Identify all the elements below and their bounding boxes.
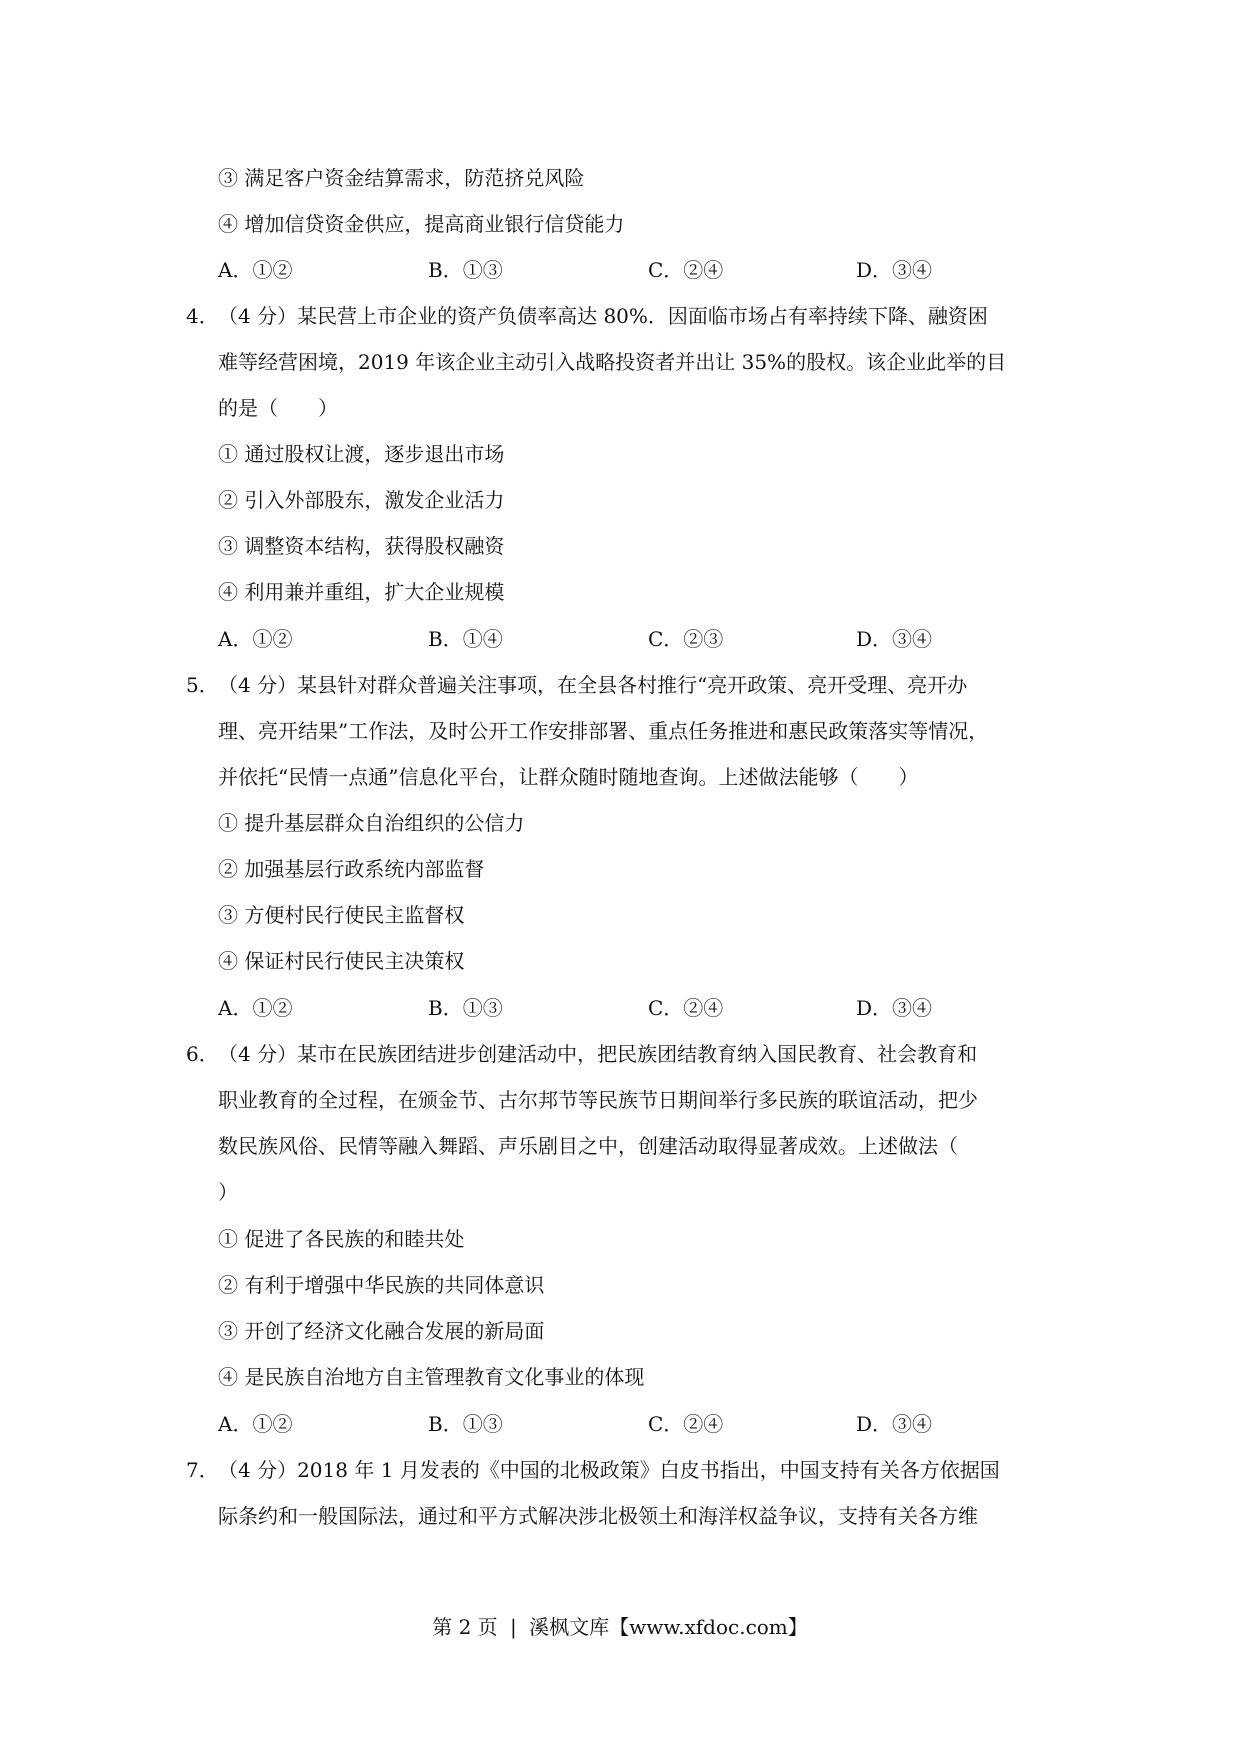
q3-option-d: D．③④	[856, 258, 933, 282]
q5-item-3: ③ 方便村民行使民主监督权	[218, 903, 465, 927]
q6-stem-line: ）	[218, 1180, 238, 1204]
q6-option-c: C．②④	[648, 1412, 724, 1436]
q4-item-1: ① 通过股权让渡，逐步退出市场	[218, 442, 505, 466]
q4-item-4: ④ 利用兼并重组，扩大企业规模	[218, 580, 505, 604]
q6-number: 6．	[186, 1042, 219, 1066]
q6-stem-line: （4 分）某市在民族团结进步创建活动中，把民族团结教育纳入国民教育、社会教育和	[218, 1042, 978, 1066]
q5-item-2: ② 加强基层行政系统内部监督	[218, 857, 485, 881]
q4-stem-line: 难等经营困境，2019 年该企业主动引入战略投资者并出让 35%的股权。该企业此举的目	[218, 350, 1007, 374]
q5-option-a: A．①②	[218, 996, 293, 1020]
q3-option-c: C．②④	[648, 258, 724, 282]
q4-option-d: D．③④	[856, 627, 933, 651]
q6-stem-line: 数民族风俗、民情等融入舞蹈、声乐剧目之中，创建活动取得显著成效。上述做法（	[218, 1134, 958, 1158]
q5-item-4: ④ 保证村民行使民主决策权	[218, 949, 465, 973]
q6-stem-line: 职业教育的全过程，在颁金节、古尔邦节等民族节日期间举行多民族的联谊活动，把少	[218, 1088, 978, 1112]
q5-stem-line: 并依托“民情一点通”信息化平台，让群众随时随地查询。上述做法能够（ ）	[218, 765, 919, 789]
q6-option-d: D．③④	[856, 1412, 933, 1436]
q6-item-2: ② 有利于增强中华民族的共同体意识	[218, 1273, 545, 1297]
q4-option-a: A．①②	[218, 627, 293, 651]
q4-item-2: ② 引入外部股东，激发企业活力	[218, 488, 505, 512]
q4-stem-line: 的是（ ）	[218, 396, 338, 420]
q6-item-4: ④ 是民族自治地方自主管理教育文化事业的体现	[218, 1365, 645, 1389]
q5-stem-line: （4 分）某县针对群众普遍关注事项，在全县各村推行“亮开政策、亮开受理、亮开办	[218, 673, 968, 697]
q6-item-1: ① 促进了各民族的和睦共处	[218, 1227, 465, 1251]
q7-stem-line: 际条约和一般国际法，通过和平方式解决涉北极领土和海洋权益争议，支持有关各方维	[218, 1504, 978, 1528]
q4-option-b: B．①④	[428, 627, 503, 651]
q5-stem-line: 理、亮开结果”工作法，及时公开工作安排部署、重点任务推进和惠民政策落实等情况，	[218, 719, 989, 743]
q3-item-4: ④ 增加信贷资金供应，提高商业银行信贷能力	[218, 212, 625, 236]
q4-number: 4．	[186, 304, 219, 328]
q7-stem-line: （4 分）2018 年 1 月发表的《中国的北极政策》白皮书指出，中国支持有关各方依据国	[218, 1458, 1000, 1482]
page-footer	[0, 1612, 1240, 1642]
q6-option-a: A．①②	[218, 1412, 293, 1436]
footer-separator: |	[510, 1615, 517, 1639]
q6-option-b: B．①③	[428, 1412, 503, 1436]
q6-item-3: ③ 开创了经济文化融合发展的新局面	[218, 1319, 545, 1343]
site-credit: 溪枫文库【www.xfdoc.com】	[529, 1615, 808, 1639]
q3-option-b: B．①③	[428, 258, 503, 282]
page-number: 第 2 页	[432, 1615, 498, 1639]
q7-number: 7．	[186, 1458, 219, 1482]
q5-option-d: D．③④	[856, 996, 933, 1020]
q4-option-c: C．②③	[648, 627, 724, 651]
q3-option-a: A．①②	[218, 258, 293, 282]
q4-item-3: ③ 调整资本结构，获得股权融资	[218, 534, 505, 558]
q5-option-b: B．①③	[428, 996, 503, 1020]
q5-number: 5．	[186, 673, 219, 697]
q5-item-1: ① 提升基层群众自治组织的公信力	[218, 811, 525, 835]
q3-item-3: ③ 满足客户资金结算需求，防范挤兑风险	[218, 166, 585, 190]
q4-stem-line: （4 分）某民营上市企业的资产负债率高达 80%．因面临市场占有率持续下降、融资困	[218, 304, 988, 328]
q5-option-c: C．②④	[648, 996, 724, 1020]
